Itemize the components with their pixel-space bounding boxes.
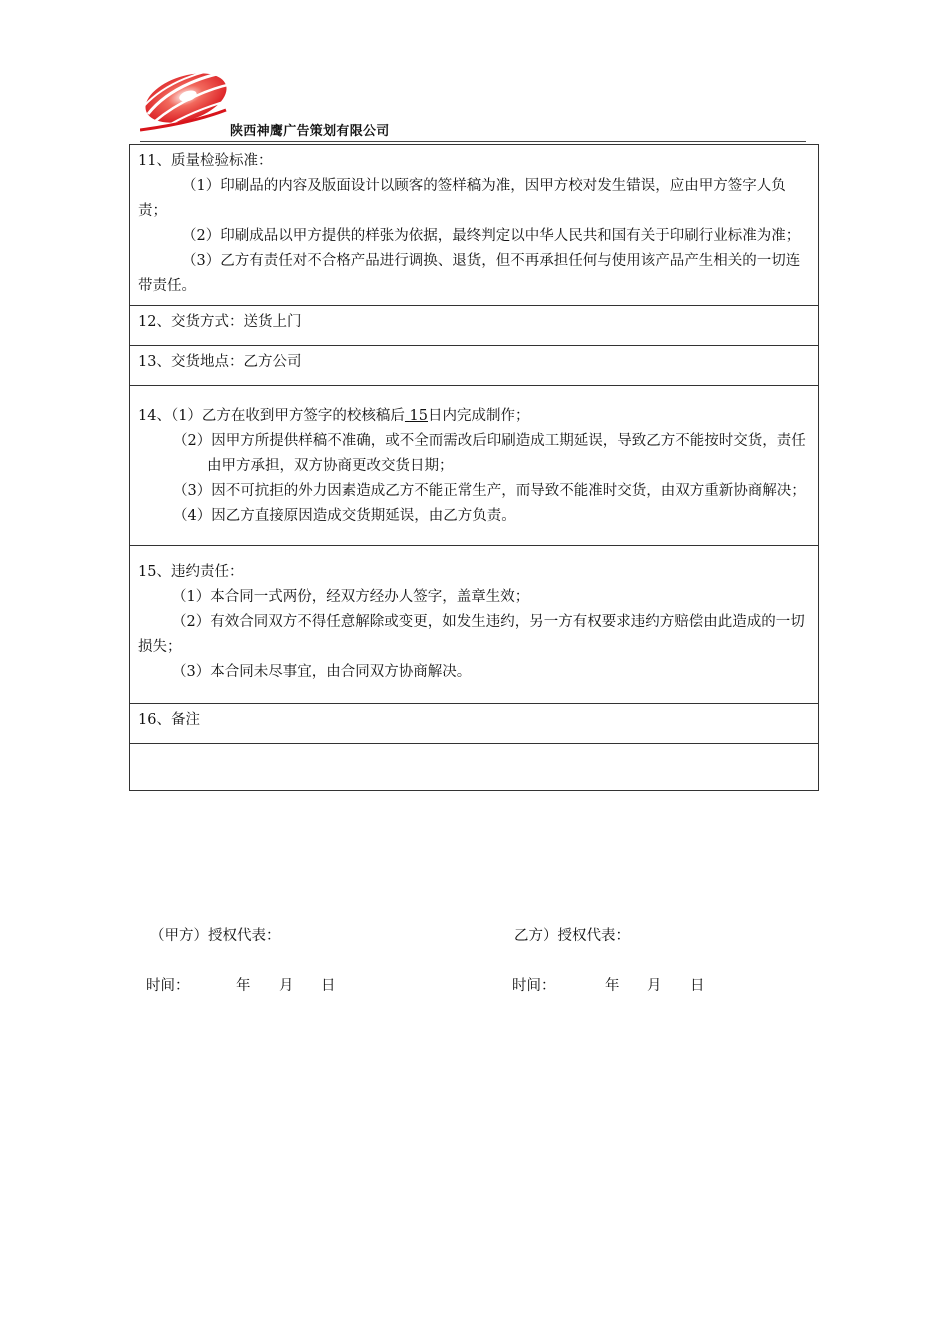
contract-terms-table	[129, 144, 819, 791]
section-12-cell: 12、交货方式：送货上门	[130, 306, 819, 346]
section-13-row	[130, 346, 819, 386]
section-11-item-1: （1）印刷品的内容及版面设计以顾客的签样稿为准，因甲方校对发生错误，应由甲方签字人负责；	[138, 178, 786, 219]
party-b-time-label: 时间：	[512, 978, 556, 994]
section-14-cell	[130, 386, 819, 546]
days-number: 15	[409, 408, 428, 424]
section-14-item-1-before: （1）乙方在收到甲方签字的校核稿后	[170, 408, 405, 424]
section-15-item-2: （2）有效合同双方不得任意解除或变更，如发生违约，另一方有权要求违约方赔偿由此造成的一切损失；	[138, 614, 805, 655]
section-15-cell	[130, 546, 819, 704]
header-divider	[140, 141, 806, 142]
section-12-row	[130, 306, 819, 346]
party-a-day-label: 日	[321, 978, 336, 994]
party-b-day-label: 日	[690, 978, 705, 994]
section-16-cell: 16、备注	[130, 704, 819, 744]
party-a-month-label: 月	[279, 978, 294, 994]
party-a-time-label: 时间：	[146, 978, 190, 994]
section-15-row	[130, 546, 819, 704]
section-11-cell	[130, 145, 819, 306]
section-16-row	[130, 704, 819, 744]
party-a-representative-label: （甲方）授权代表：	[150, 928, 281, 944]
party-b-month-label: 月	[647, 978, 662, 994]
company-name: 陕西神鹰广告策划有限公司	[230, 124, 390, 139]
remarks-row	[130, 744, 819, 791]
section-14-item-4: （4）因乙方直接原因造成交货期延误，由乙方负责。	[173, 508, 516, 524]
section-14-item-1	[138, 404, 810, 429]
party-a-year-label: 年	[236, 978, 251, 994]
section-15-title: 15、违约责任：	[138, 564, 244, 580]
page-header	[140, 62, 806, 146]
section-14-row	[130, 386, 819, 546]
section-14-prefix: 14、	[138, 408, 171, 424]
section-14-item-2: （2）因甲方所提供样稿不准确，或不全而需改后印刷造成工期延误，导致乙方不能按时交货，责任由甲方承担，双方协商更改交货日期；	[173, 433, 806, 474]
section-15-item-1: （1）本合同一式两份，经双方经办人签字，盖章生效；	[172, 589, 530, 605]
section-11-item-2: （2）印刷成品以甲方提供的样张为依据，最终判定以中华人民共和国有关于印刷行业标准为准；	[182, 228, 801, 244]
section-15-item-3: （3）本合同未尽事宜，由合同双方协商解决。	[172, 664, 472, 680]
section-14-item-3: （3）因不可抗拒的外力因素造成乙方不能正常生产，而导致不能准时交货，由双方重新协商解决；	[173, 483, 806, 499]
swirl-logo-icon	[140, 66, 232, 134]
section-14-days-value	[405, 408, 428, 424]
remarks-content-cell[interactable]	[130, 744, 819, 791]
party-b-representative-label: 乙方）授权代表：	[514, 928, 630, 944]
party-b-year-label: 年	[605, 978, 620, 994]
section-11-item-3: （3）乙方有责任对不合格产品进行调换、退货，但不再承担任何与使用该产品产生相关的一切连带责任。	[138, 253, 801, 294]
section-14-item-1-after: 日内完成制作；	[428, 408, 530, 424]
section-11-title: 11、质量检验标准：	[138, 153, 273, 169]
section-11-row	[130, 145, 819, 306]
section-13-cell: 13、交货地点：乙方公司	[130, 346, 819, 386]
